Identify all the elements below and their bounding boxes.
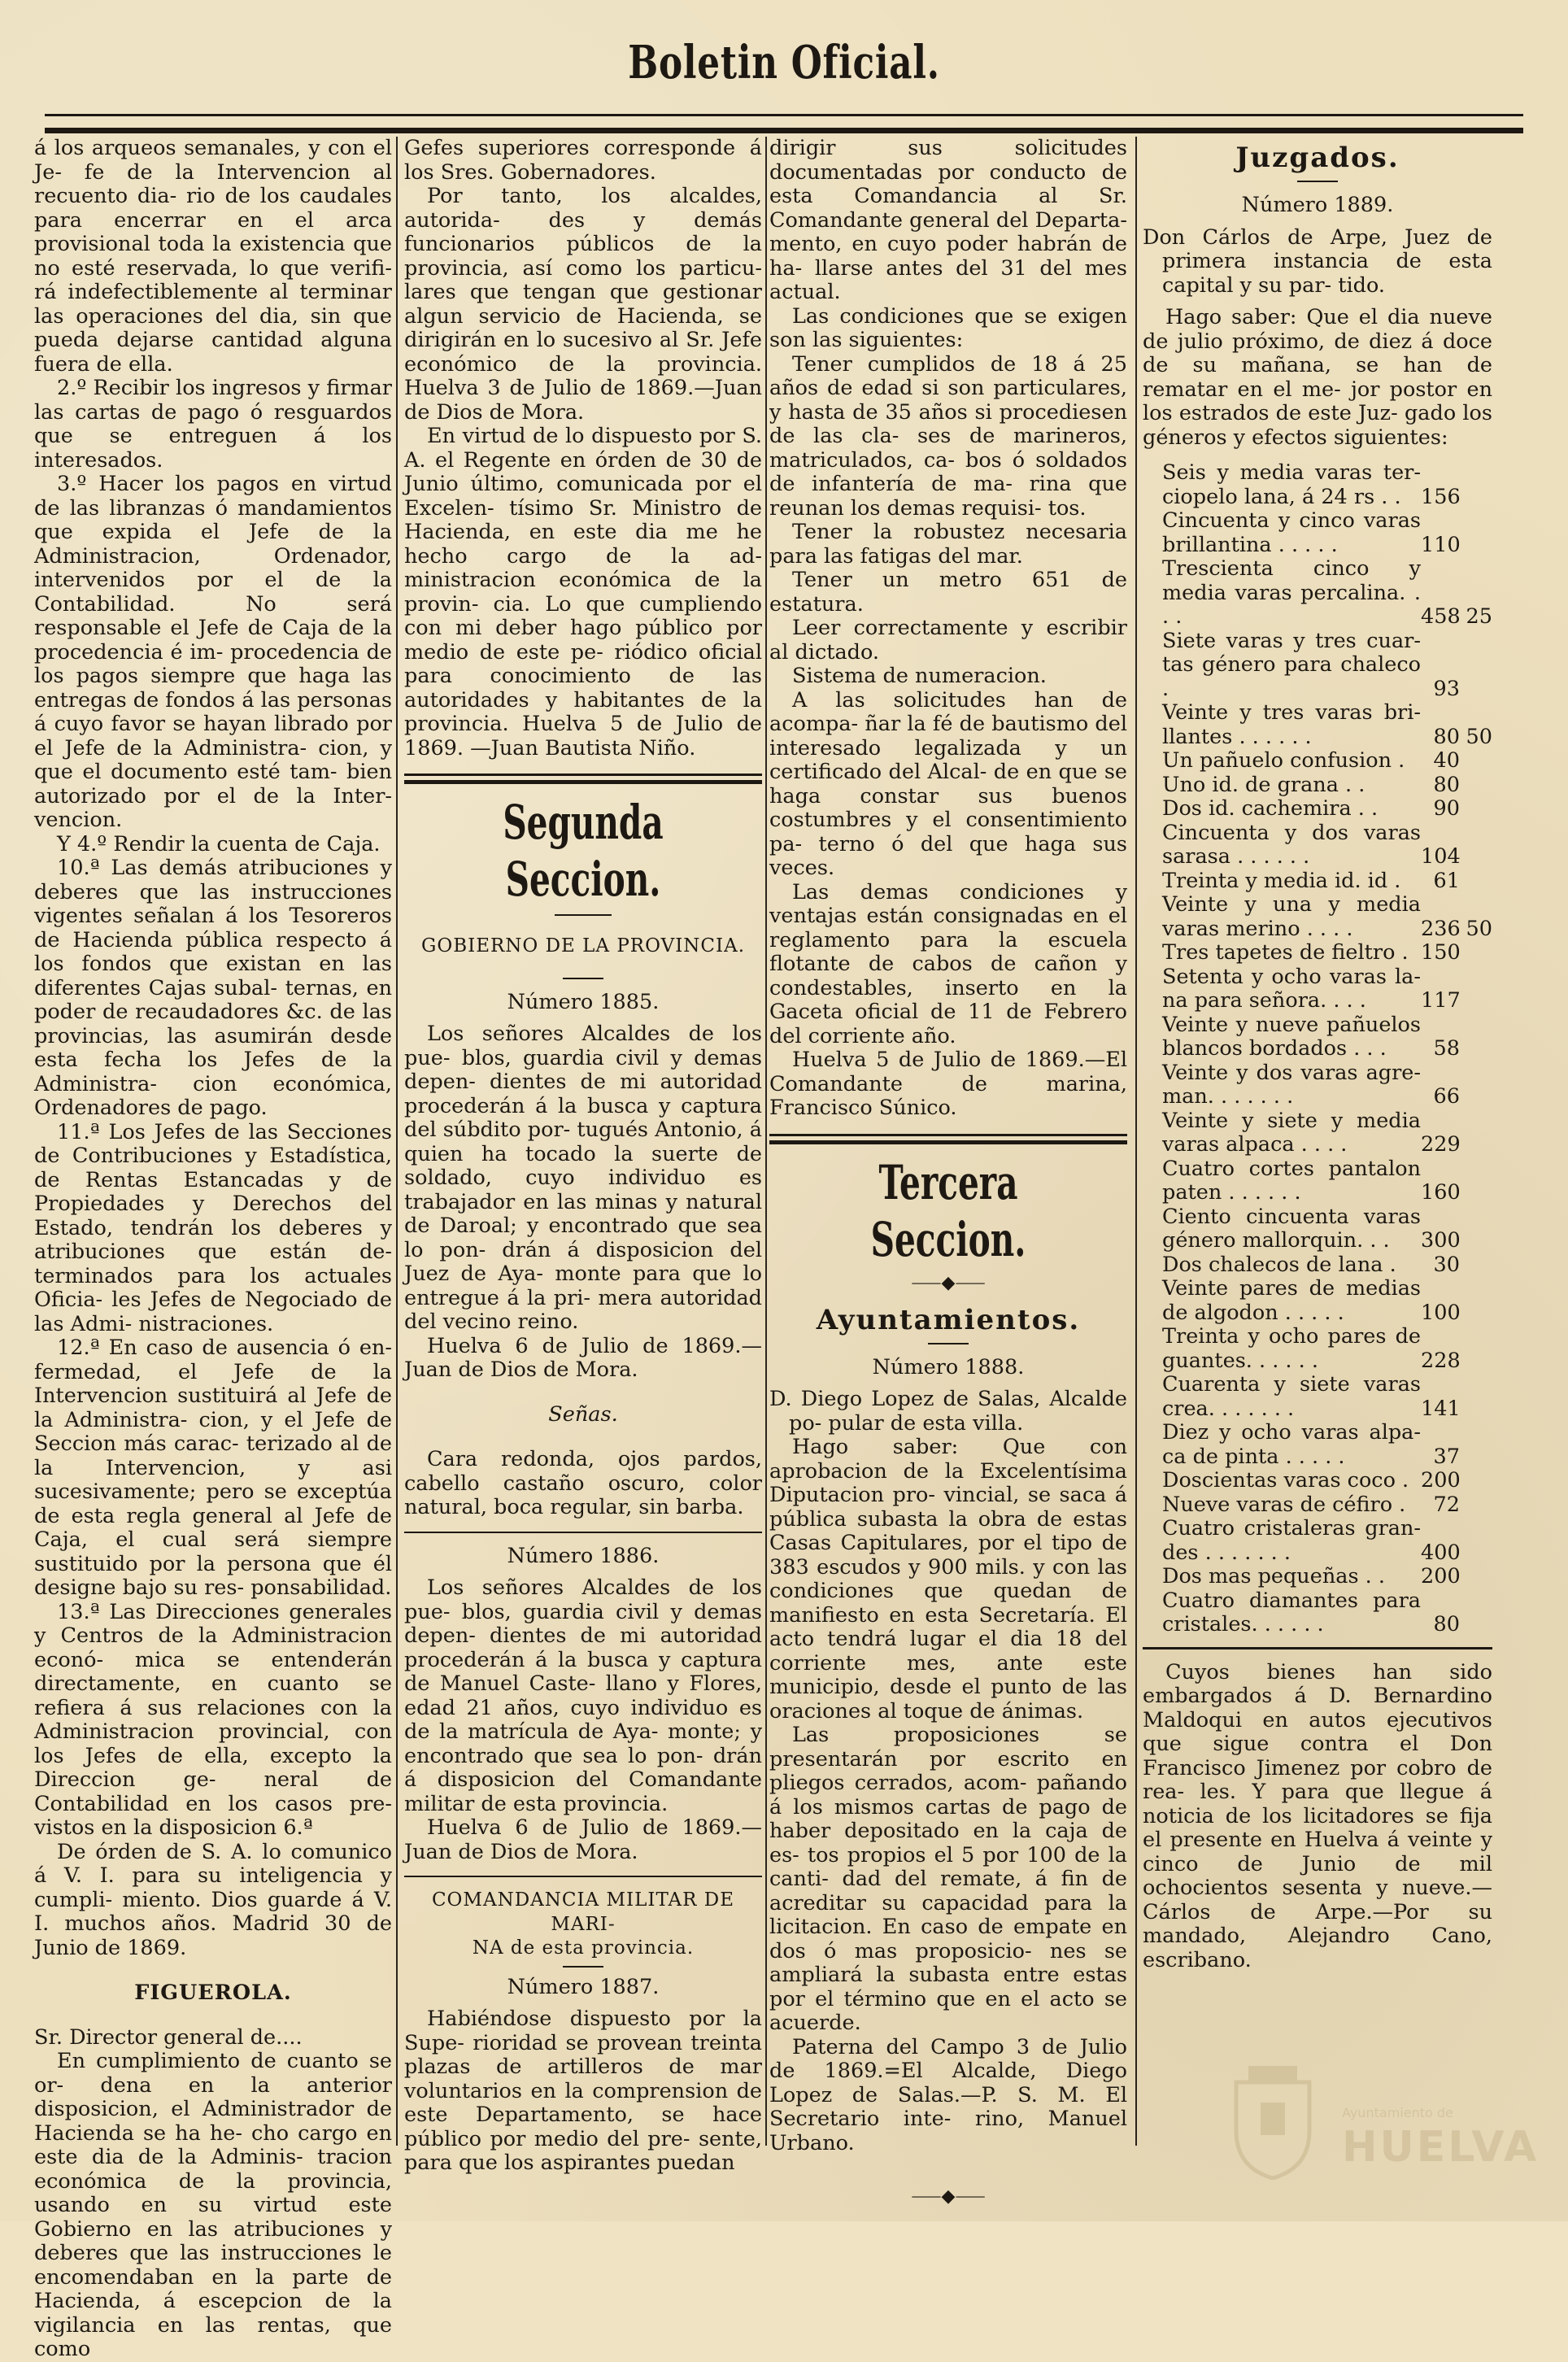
- item-cents: 25: [1466, 604, 1492, 629]
- divider: [555, 914, 612, 916]
- paragraph: A las solicitudes han de acompa- ñar la fé de bautismo del interesado legalizada y un certificado del Alcal- de en que se haga constar sus buenos costumbres y el consentimiento pa- terno ó del que haga sus veces.: [769, 687, 1127, 880]
- ornament-divider: ⸺◆⸺: [911, 2186, 986, 2207]
- item-description: Doscientas varas coco .: [1162, 1468, 1409, 1493]
- item-description: Veinte pares de medias de algodon . . . . .: [1162, 1276, 1421, 1325]
- item-description: Cuarenta y siete varas crea. . . . . . .: [1162, 1372, 1421, 1421]
- ornament-divider: ⸺◆⸺: [911, 1272, 986, 1293]
- section-rule: [404, 774, 762, 784]
- goods-item: [1143, 1493, 1492, 1518]
- item-description: Dos chalecos de lana .: [1162, 1252, 1396, 1277]
- item-description: Cuatro cristaleras gran- des . . . . . . .: [1162, 1516, 1421, 1565]
- divider: [1297, 181, 1338, 182]
- column-1: [34, 137, 392, 2362]
- item-cents: 50: [1466, 724, 1492, 749]
- paragraph: Huelva 6 de Julio de 1869.—Juan de Dios de Mora.: [404, 1333, 762, 1382]
- divider: [404, 1876, 762, 1877]
- item-value: 150: [1421, 940, 1461, 965]
- goods-item: [1143, 869, 1492, 894]
- item-value: 229: [1421, 1132, 1461, 1157]
- item-description: Dos id. cachemira . .: [1162, 796, 1379, 821]
- goods-item: [1143, 557, 1492, 630]
- item-value: 58: [1433, 1036, 1460, 1061]
- goods-item: [1143, 1205, 1492, 1253]
- paragraph: 2.º Recibir los ingresos y firmar las cartas de pago ó resguardos que se entreguen á los interesados.: [34, 376, 392, 473]
- divider: [1143, 1647, 1492, 1649]
- item-description: Veinte y tres varas bri- llantes . . . . . .: [1162, 700, 1421, 749]
- paragraph: Hago saber: Que el dia nueve de julio próximo, de diez á doce de su mañana, se han de rematar en el me- jor postor en los estrados de este Juz- gado los géneros y efectos siguientes:: [1143, 305, 1492, 450]
- item-value: 72: [1433, 1492, 1460, 1517]
- goods-item: [1143, 1565, 1492, 1589]
- item-value: 200: [1421, 1468, 1461, 1493]
- heading: Ayuntamientos.: [816, 1303, 1081, 1336]
- item-description: Veinte y dos varas agre- man. . . . . . .: [1162, 1060, 1421, 1109]
- section-title: Segunda Seccion.: [503, 795, 664, 907]
- paragraph: 12.ª En caso de ausencia ó en- fermedad, el Jefe de la Intervencion sustituirá al Jefe de la Administra- cion, y el Jefe de Seccion más carac- terizado al de la Intervencion, y asi sucesivamente; pero se exceptúa de esta regla general al Jefe de Caja, el cual será siempre sustituido por la persona que él designe bajo su res- ponsabilidad.: [34, 1336, 392, 1600]
- item-value: 61: [1433, 868, 1460, 893]
- goods-item: [1143, 797, 1492, 821]
- notice-number: Número 1889.: [1241, 193, 1394, 217]
- goods-item: [1143, 1421, 1492, 1469]
- item-description: Veinte y siete y media varas alpaca . . . .: [1162, 1108, 1421, 1157]
- column-rule: [1135, 137, 1137, 2146]
- watermark-small-text: Ayuntamiento de: [1342, 2105, 1453, 2120]
- item-value: 236: [1421, 916, 1461, 941]
- heading: Juzgados.: [1235, 142, 1400, 174]
- goods-item: [1143, 1013, 1492, 1061]
- goods-item: [1143, 461, 1492, 509]
- paragraph: á los arqueos semanales, y con el Je- fe de la Intervencion al recuento dia- rio de los caudales para encerrar en el arca provisional toda la existencia que no esté reservada, lo que verifi- rá indefectiblemente al terminar las operaciones del dia, sin que pueda dejarse cantidad alguna fuera de ella.: [34, 136, 392, 377]
- item-description: Un pañuelo confusion .: [1162, 748, 1405, 773]
- item-description: Cuatro diamantes para cristales. . . . . .: [1162, 1588, 1421, 1636]
- paragraph: Gefes superiores corresponde á los Sres. Gobernadores.: [404, 136, 762, 185]
- item-value: 30: [1433, 1252, 1460, 1277]
- goods-item: [1143, 1157, 1492, 1205]
- goods-item: [1143, 1373, 1492, 1421]
- paragraph: Don Cárlos de Arpe, Juez de primera instancia de esta capital y su par- tido.: [1143, 224, 1492, 298]
- item-value: 80: [1433, 1612, 1460, 1636]
- paragraph: Las condiciones que se exigen son las siguientes:: [769, 303, 1127, 352]
- goods-item: [1143, 1469, 1492, 1493]
- masthead-rule: [45, 114, 1523, 133]
- item-value: 228: [1421, 1348, 1461, 1373]
- paragraph: Hago saber: Que con aprobacion de la Excelentísima Diputacion pro- vincial, se saca á pública subasta la obra de estas Casas Capitulares, por el tipo de 383 escudos y 900 mils. y con las condiciones que quedan de manifiesto en esta Secretaría. El acto tendrá lugar el dia 18 del corriente mes, ante este municipio, desde el punto de las oraciones al toque de ánimas.: [769, 1435, 1127, 1724]
- item-description: Cuatro cortes pantalon paten . . . . . .: [1162, 1156, 1421, 1205]
- goods-item: [1143, 1517, 1492, 1565]
- item-value: 400: [1421, 1540, 1461, 1565]
- paragraph: 11.ª Los Jefes de las Secciones de Contribuciones y Estadística, de Rentas Estancadas y de Propiedades y Derechos del Estado, tendrán los deberes y atribuciones que están de- terminados para los actuales Oficia- les Jefes de Negociado de las Admi- nistraciones.: [34, 1119, 392, 1336]
- goods-item: [1143, 1325, 1492, 1373]
- goods-item: [1143, 965, 1492, 1013]
- column-3: [769, 137, 1127, 2216]
- goods-item: [1143, 1061, 1492, 1109]
- paragraph: Por tanto, los alcaldes, autorida- des y demás funcionarios públicos de la provincia, así como los particu- lares que tengan que gestionar algun servicio de Hacienda, se dirigirán en lo sucesivo al Sr. Jefe económico de la provincia. Huelva 3 de Julio de 1869.—Juan de Dios de Mora.: [404, 184, 762, 425]
- paragraph: Las demas condiciones y ventajas están consignadas en el reglamento para la escuela flotante de cabos de cañon y condestables, inserto en la Gaceta oficial de 11 de Febrero del corriente año.: [769, 879, 1127, 1048]
- heading: GOBIERNO DE LA PROVINCIA.: [420, 935, 746, 957]
- paragraph: Leer correctamente y escribir al dictado.: [769, 616, 1127, 665]
- paragraph: Los señores Alcaldes de los pue- blos, guardia civil y demas depen- dientes de mi autoridad procederán á la busca y captura de Manuel Caste- llano y Flores, edad 21 años, cuyo individuo es de la matrícula de Aya- monte; y encontrado que sea lo pon- drán á disposicion del Comandante militar de esta provincia.: [404, 1575, 762, 1816]
- goods-item: [1143, 509, 1492, 557]
- goods-item: [1143, 1109, 1492, 1157]
- goods-item: [1143, 630, 1492, 702]
- masthead-title: Boletin Oficial.: [628, 36, 940, 89]
- paragraph: 10.ª Las demás atribuciones y deberes que las instrucciones vigentes señalan á los Tesoreros de Hacienda pública respecto á los fondos que existan en las diferentes Cajas subal- ternas, en poder de recaudadores &c. de las provincias, las asumirán desde esta fecha los Jefes de la Administra- cion económica, Ordenadores de pago.: [34, 856, 392, 1120]
- paragraph: Habiéndose dispuesto por la Supe- rioridad se provean treinta plazas de artilleros de mar voluntarios en la comprension de este Departamento, se hace público por medio del pre- sente, para que los aspirantes puedan: [404, 2007, 762, 2175]
- item-value: 80: [1433, 724, 1460, 749]
- notice-number: Número 1888.: [872, 1354, 1025, 1379]
- item-value: 40: [1433, 748, 1460, 773]
- item-description: Cincuenta y cinco varas brillantina . . . . .: [1162, 508, 1421, 557]
- goods-item: [1143, 1277, 1492, 1325]
- paragraph: Las proposiciones se presentarán por escrito en pliegos cerrados, acom- pañando á los mismos cartas de pago de haber depositado en la caja de es- tos propios el 5 por 100 de la canti- dad del remate, á fin de acreditar su capacidad para la licitacion. En caso de empate en dos ó mas proposicio- nes se ampliará la subasta entre estas por el término que en el acto se acuerde.: [769, 1723, 1127, 2035]
- item-description: Trescienta cinco y media varas percalina. . . .: [1162, 556, 1421, 629]
- item-description: Setenta y ocho varas la- na para señora. . . .: [1162, 964, 1421, 1013]
- paragraph: Tener un metro 651 de estatura.: [769, 568, 1127, 617]
- paragraph: 13.ª Las Direcciones generales y Centros de la Administracion econó- mica se entenderán directamente, en cuanto se refiera á sus relaciones con la Administracion provincial, con los Jefes de ella, excepto la Direccion ge- neral de Contabilidad en los casos pre- vistos en la disposicion 6.ª: [34, 1599, 392, 1840]
- watermark-text: HUELVA: [1342, 2123, 1540, 2172]
- column-2: [404, 137, 762, 2176]
- item-value: 156: [1421, 484, 1461, 509]
- item-description: Veinte y nueve pañuelos blancos bordados . . .: [1162, 1012, 1421, 1061]
- paragraph: En cumplimiento de cuanto se or- dena en la anterior disposicion, el Administrador de Hacienda se ha he- cho cargo en este dia de la Adminis- tracion económica de la provincia, usando en su virtud este Gobierno en las atribuciones y deberes que las instrucciones le encomendaban en la parte de Hacienda, á escepcion de la vigilancia en las rentas, que como: [34, 2049, 392, 2361]
- paragraph: Cuyos bienes han sido embargados á D. Bernardino Maldoqui en autos ejecutivos que sigue contra el Don Francisco Jimenez por cobro de rea- les. Y para que llegue á noticia de los licitadores se fija el presente en Huelva á veinte y cinco de Junio de mil ochocientos sesenta y nueve.— Cárlos de Arpe.—Por su mandado, Alejandro Cano, escribano.: [1143, 1659, 1492, 1972]
- item-description: Nueve varas de céfiro .: [1162, 1492, 1406, 1517]
- item-description: Veinte y una y media varas merino . . . .: [1162, 892, 1421, 941]
- paragraph: Paterna del Campo 3 de Julio de 1869.=El Alcalde, Diego Lopez de Salas.—P. S. M. El Secretario inte- rino, Manuel Urbano.: [769, 2034, 1127, 2155]
- goods-item: [1143, 701, 1492, 749]
- notice-number: Número 1887.: [507, 1974, 660, 1999]
- item-value: 90: [1433, 796, 1460, 821]
- paragraph: Los señores Alcaldes de los pue- blos, guardia civil y demas depen- dientes de mi autoridad procederán á la busca y captura del súbdito por- tugués Antonio, á quien ha tocado la suerte de soldado, cuyo individuo es trabajador en las minas y natural de Daroal; y encontrado que sea lo pon- drán á disposicion del Juez de Aya- monte para que lo entregue á la pri- mera autoridad del vecino reino.: [404, 1022, 762, 1334]
- item-value: 110: [1421, 532, 1461, 557]
- subheading: Señas.: [548, 1402, 618, 1427]
- goods-item: [1143, 821, 1492, 869]
- paragraph: Y 4.º Rendir la cuenta de Caja.: [57, 831, 381, 856]
- item-description: Diez y ocho varas alpa- ca de pinta . . . . .: [1162, 1420, 1421, 1469]
- item-value: 37: [1433, 1444, 1460, 1469]
- column-rule: [396, 137, 398, 2146]
- goods-item: [1143, 774, 1492, 798]
- item-value: 93: [1433, 676, 1460, 701]
- item-value: 80: [1433, 772, 1460, 797]
- paragraph: Huelva 6 de Julio de 1869.—Juan de Dios de Mora.: [404, 1815, 762, 1864]
- item-value: 300: [1421, 1228, 1461, 1253]
- divider: [404, 1532, 762, 1533]
- paragraph: Tener la robustez necesaria para las fatigas del mar.: [769, 520, 1127, 569]
- paragraph: Tener cumplidos de 18 á 25 años de edad si son particulares, y hasta de 35 años si procediesen de las cla- ses de marineros, matriculados, ca- bos ó soldados de infantería de ma- rina que reunan los demas requisi- tos.: [769, 351, 1127, 521]
- notice-number: Número 1886.: [507, 1543, 660, 1568]
- item-value: 104: [1421, 844, 1461, 869]
- item-value: 100: [1421, 1300, 1461, 1325]
- paragraph: 3.º Hacer los pagos en virtud de las libranzas ó mandamientos que expida el Jefe de la Administracion, Ordenador, intervenidos por el de la Contabilidad. No será responsable el Jefe de Caja de la procedencia é im- procedencia de los pagos siempre que haga las entregas de fondos á las personas á cuyo favor se hayan librado por el Jefe de la Administra- cion, y que el documento esté tam- bien autorizado por el de la Inter- vencion.: [34, 472, 392, 832]
- column-rule: [765, 137, 767, 2146]
- item-value: 200: [1421, 1564, 1461, 1588]
- goods-item: [1143, 749, 1492, 774]
- item-value: 160: [1421, 1180, 1461, 1205]
- divider: [563, 978, 603, 979]
- crest-icon: [1228, 2066, 1318, 2180]
- item-description: Treinta y ocho pares de guantes. . . . . .: [1162, 1324, 1421, 1373]
- item-description: Ciento cincuenta varas género mallorquin. . .: [1162, 1204, 1421, 1253]
- item-value: 458: [1421, 604, 1461, 629]
- item-cents: 50: [1466, 916, 1492, 941]
- section-rule: [769, 1134, 1127, 1144]
- goods-item: [1143, 1589, 1492, 1637]
- heading: NA de esta provincia.: [472, 1937, 695, 1959]
- paragraph: dirigir sus solicitudes documentadas por conducto de esta Comandancia al Sr. Comandante general del Departa- mento, en cuyo poder habrán de ha- llarse antes del 31 del mes actual.: [769, 136, 1127, 304]
- goods-item: [1143, 1253, 1492, 1278]
- heading: COMANDANCIA MILITAR DE MARI-: [431, 1889, 735, 1935]
- item-value: 141: [1421, 1396, 1461, 1421]
- goods-list: [1143, 461, 1492, 1637]
- item-description: Seis y media varas ter- ciopelo lana, á 24 rs . .: [1162, 460, 1421, 509]
- item-description: Uno id. de grana . .: [1162, 772, 1365, 797]
- column-4: [1143, 137, 1492, 1972]
- section-title: Tercera Seccion.: [870, 1154, 1026, 1267]
- paragraph: Sistema de numeracion.: [792, 664, 1047, 688]
- item-description: Treinta y media id. id .: [1162, 868, 1401, 893]
- notice-number: Número 1885.: [507, 989, 660, 1014]
- divider: [563, 1966, 603, 1968]
- item-value: 117: [1421, 988, 1461, 1013]
- addressee: Sr. Director general de....: [34, 2024, 303, 2050]
- item-description: Tres tapetes de fieltro .: [1162, 940, 1409, 965]
- item-value: 66: [1433, 1084, 1460, 1109]
- signature: FIGUEROLA.: [134, 1980, 292, 2005]
- paragraph: En virtud de lo dispuesto por S. A. el Regente en órden de 30 de Junio último, comunicada por el Excelen- tísimo Sr. Ministro de Hacienda, en este dia me he hecho cargo de la ad- ministracion económica de la provin- cia. Lo que cumpliendo con mi deber hago público por medio de este pe- riódico oficial para conocimiento de las autoridades y habitantes de la provincia. Huelva 5 de Julio de 1869. —Juan Bautista Niño.: [404, 424, 762, 760]
- divider: [928, 1343, 969, 1344]
- watermark-logo: [1228, 2066, 1540, 2188]
- item-description: Siete varas y tres cuar- tas género para chaleco .: [1162, 628, 1421, 701]
- paragraph: Cara redonda, ojos pardos, cabello castaño oscuro, color natural, boca regular, sin barba.: [404, 1447, 762, 1519]
- goods-item: [1143, 893, 1492, 941]
- paragraph: De órden de S. A. lo comunico á V. I. para su inteligencia y cumpli- miento. Dios guarde á V. I. muchos años. Madrid 30 de Junio de 1869.: [34, 1839, 392, 1960]
- paragraph: D. Diego Lopez de Salas, Alcalde po- pular de esta villa.: [769, 1387, 1127, 1436]
- paragraph: Huelva 5 de Julio de 1869.—El Comandante de marina, Francisco Súnico.: [769, 1048, 1127, 1120]
- goods-item: [1143, 941, 1492, 965]
- item-description: Dos mas pequeñas . .: [1162, 1564, 1385, 1588]
- item-description: Cincuenta y dos varas sarasa . . . . . .: [1162, 820, 1421, 869]
